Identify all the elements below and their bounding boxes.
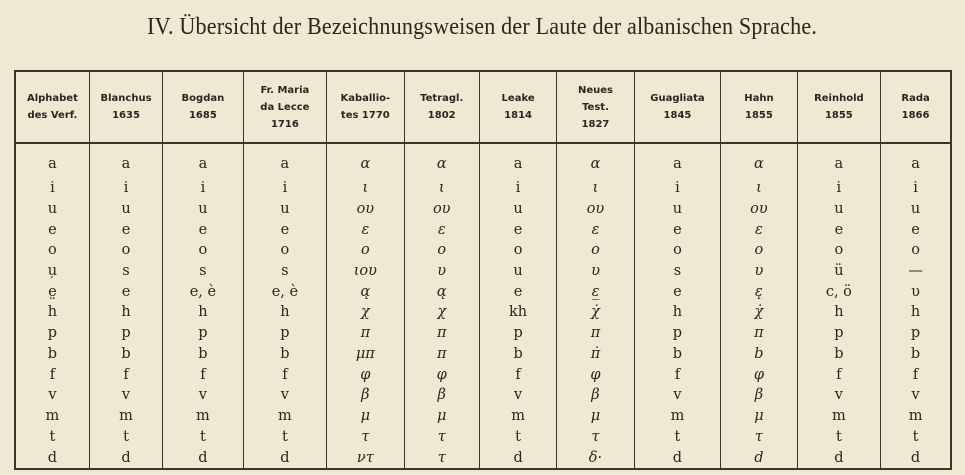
table-cell: α̨	[404, 281, 479, 302]
column-header-line: Guagliata	[650, 93, 705, 104]
table-cell: i	[243, 178, 327, 199]
table-cell: α	[404, 143, 479, 178]
table-cell: e	[15, 219, 89, 240]
column-header	[721, 71, 797, 143]
table-cell: p	[634, 323, 721, 344]
table-cell: π	[404, 343, 479, 364]
table-cell: ντ	[327, 447, 404, 469]
table-cell: f	[881, 364, 951, 385]
table-row	[15, 343, 951, 364]
column-header	[163, 71, 243, 143]
table-cell: φ	[327, 364, 404, 385]
table-cell: t	[243, 426, 327, 447]
table-cell: α	[327, 143, 404, 178]
table-cell: m	[15, 406, 89, 427]
table-cell: t	[881, 426, 951, 447]
table-cell: s	[163, 261, 243, 282]
table-cell: o	[89, 240, 162, 261]
table-cell: d	[15, 447, 89, 469]
table-cell: ü	[797, 261, 881, 282]
table-cell: v	[797, 385, 881, 406]
table-cell: f	[163, 364, 243, 385]
table-cell: i	[634, 178, 721, 199]
table-cell: ου	[557, 198, 634, 219]
table-row	[15, 240, 951, 261]
column-header-line: 1866	[901, 110, 930, 121]
table-cell: b	[89, 343, 162, 364]
column-header	[881, 71, 951, 143]
column-header	[479, 71, 556, 143]
table-cell: ε	[557, 219, 634, 240]
table-cell: χ	[404, 302, 479, 323]
table-cell: χ̇	[557, 302, 634, 323]
table-cell: t	[89, 426, 162, 447]
table-cell: ε	[404, 219, 479, 240]
table-cell: u	[634, 198, 721, 219]
column-header	[634, 71, 721, 143]
table-row	[15, 364, 951, 385]
table-cell: π	[327, 323, 404, 344]
table-cell: o	[15, 240, 89, 261]
column-header-line: 1855	[745, 110, 773, 121]
table-cell: f	[797, 364, 881, 385]
table-cell: ε	[327, 219, 404, 240]
column-header-line: 1635	[112, 110, 140, 121]
column-header	[15, 71, 89, 143]
table-cell: ι	[721, 178, 797, 199]
table-cell: e̤	[15, 281, 89, 302]
table-row	[15, 302, 951, 323]
table-cell: e	[243, 219, 327, 240]
table-cell: d	[479, 447, 556, 469]
table-cell: m	[163, 406, 243, 427]
table-cell: h	[634, 302, 721, 323]
column-header-line: Bogdan	[181, 93, 225, 104]
table-cell: b	[797, 343, 881, 364]
table-cell: h	[243, 302, 327, 323]
table-cell: h	[15, 302, 89, 323]
table-row	[15, 178, 951, 199]
table-cell: ου	[327, 198, 404, 219]
table-cell: b	[721, 343, 797, 364]
table-cell: p	[89, 323, 162, 344]
column-header	[327, 71, 404, 143]
table-cell: f	[479, 364, 556, 385]
table-cell: τ	[404, 447, 479, 469]
table-cell: p	[243, 323, 327, 344]
table-cell: u	[89, 198, 162, 219]
table-cell: p	[797, 323, 881, 344]
table-cell: —	[881, 261, 951, 282]
table-cell: π	[404, 323, 479, 344]
table-cell: i	[797, 178, 881, 199]
column-header-line: Leake	[501, 93, 535, 104]
table-cell: β	[404, 385, 479, 406]
table-cell: o	[479, 240, 556, 261]
column-header-line: Rada	[901, 93, 930, 104]
table-cell: μ	[327, 406, 404, 427]
table-cell: p	[15, 323, 89, 344]
table-cell: a	[163, 143, 243, 178]
table-cell: o	[634, 240, 721, 261]
table-cell: m	[881, 406, 951, 427]
table-cell: χ̇	[721, 302, 797, 323]
table-cell: v	[15, 385, 89, 406]
table-title: IV. Übersicht der Bezeichnungsweisen der Laute der albanischen Sprache.	[147, 14, 818, 40]
column-header-line: 1827	[581, 118, 610, 130]
table-cell: d	[797, 447, 881, 469]
column-header-line: Neues	[577, 84, 613, 96]
table-cell: χ	[327, 302, 404, 323]
table-cell: e, è	[163, 281, 243, 302]
table-cell: u	[243, 198, 327, 219]
table-cell: ε̨	[721, 281, 797, 302]
column-header	[797, 71, 881, 143]
table-cell: e	[479, 219, 556, 240]
column-header-line: des Verf.	[27, 110, 78, 121]
table-cell: τ	[721, 426, 797, 447]
table-cell: i	[15, 178, 89, 199]
column-header-line: 1802	[427, 110, 456, 121]
table-row	[15, 406, 951, 427]
table-cell: e	[634, 281, 721, 302]
table-cell: h	[881, 302, 951, 323]
table-cell: ιου	[327, 261, 404, 282]
table-cell: d	[634, 447, 721, 469]
table-cell: kh	[479, 302, 556, 323]
table-cell: φ	[404, 364, 479, 385]
column-header-line: 1716	[270, 118, 299, 130]
column-header-line: tes 1770	[340, 110, 390, 121]
table-cell: μ	[557, 406, 634, 427]
table-cell: h	[163, 302, 243, 323]
column-header	[89, 71, 162, 143]
table-cell: a	[797, 143, 881, 178]
table-cell: υ	[557, 261, 634, 282]
table-cell: a	[243, 143, 327, 178]
table-cell: e	[797, 219, 881, 240]
table-cell: m	[89, 406, 162, 427]
table-cell: β	[327, 385, 404, 406]
table-cell: β	[721, 385, 797, 406]
table-cell: v	[89, 385, 162, 406]
table-cell: τ	[327, 426, 404, 447]
table-cell: υ	[881, 281, 951, 302]
table-cell: e	[479, 281, 556, 302]
column-header-line: da Lecce	[260, 101, 310, 113]
table-cell: s	[634, 261, 721, 282]
table-cell: υ	[404, 261, 479, 282]
transliteration-table	[14, 70, 952, 470]
table-cell: μ	[404, 406, 479, 427]
column-header-line: 1685	[188, 110, 217, 121]
table-cell: f	[89, 364, 162, 385]
table-cell: b	[15, 343, 89, 364]
table-cell: v	[243, 385, 327, 406]
table-cell: μπ	[327, 343, 404, 364]
table-cell: o	[797, 240, 881, 261]
table-cell: φ	[721, 364, 797, 385]
table-cell: d	[243, 447, 327, 469]
column-header-line: Hahn	[744, 93, 774, 104]
table-cell: f	[15, 364, 89, 385]
table-cell: ε̲	[557, 281, 634, 302]
table-cell: b	[163, 343, 243, 364]
table-cell: e	[634, 219, 721, 240]
table-row	[15, 281, 951, 302]
table-cell: τ	[404, 426, 479, 447]
table-cell: α	[721, 143, 797, 178]
column-header-line: Reinhold	[814, 93, 864, 104]
table-cell: α̨	[327, 281, 404, 302]
header-row	[15, 71, 951, 143]
table-cell: d	[163, 447, 243, 469]
table-cell: π	[721, 323, 797, 344]
table-cell: α	[557, 143, 634, 178]
table-cell: π	[557, 323, 634, 344]
table-cell: h	[89, 302, 162, 323]
column-header-line: 1845	[663, 110, 692, 121]
table-cell: c, ö	[797, 281, 881, 302]
column-header-line: Fr. Maria	[260, 84, 310, 96]
table-cell: v	[479, 385, 556, 406]
table-cell: t	[634, 426, 721, 447]
table-cell: s	[243, 261, 327, 282]
column-header-line: 1814	[504, 110, 532, 121]
table-cell: p	[881, 323, 951, 344]
table-cell: a	[89, 143, 162, 178]
table-cell: d	[721, 447, 797, 469]
table-cell: b	[479, 343, 556, 364]
table-cell: f	[634, 364, 721, 385]
table-cell: o	[881, 240, 951, 261]
column-header-line: Test.	[582, 101, 609, 113]
table-cell: m	[634, 406, 721, 427]
table-cell: d	[881, 447, 951, 469]
table-cell: a	[15, 143, 89, 178]
table-cell: ε	[721, 219, 797, 240]
table-cell: a	[881, 143, 951, 178]
table-cell: v	[881, 385, 951, 406]
table-cell: μ	[721, 406, 797, 427]
table-cell: e	[89, 281, 162, 302]
table-cell: m	[797, 406, 881, 427]
table-cell: t	[479, 426, 556, 447]
table-cell: ι	[404, 178, 479, 199]
table-cell: t	[163, 426, 243, 447]
table-cell: o	[163, 240, 243, 261]
table-cell: i	[479, 178, 556, 199]
table-cell: m	[243, 406, 327, 427]
table-cell: i	[89, 178, 162, 199]
table-cell: ο	[721, 240, 797, 261]
column-header	[404, 71, 479, 143]
table-cell: a	[479, 143, 556, 178]
table-cell: a	[634, 143, 721, 178]
table-cell: o	[243, 240, 327, 261]
table-cell: b	[881, 343, 951, 364]
table-row	[15, 261, 951, 282]
table-cell: ι	[327, 178, 404, 199]
table-cell: b	[634, 343, 721, 364]
table-cell: e	[163, 219, 243, 240]
table-cell: m	[479, 406, 556, 427]
column-header	[557, 71, 634, 143]
column-header-line: Kaballio-	[340, 93, 391, 104]
table-cell: p	[479, 323, 556, 344]
table-cell: ου	[404, 198, 479, 219]
table-cell: i	[881, 178, 951, 199]
table-cell: φ	[557, 364, 634, 385]
column-header-line: 1855	[824, 110, 853, 121]
table-cell: u̦	[15, 261, 89, 282]
column-header	[243, 71, 327, 143]
table-cell: u	[15, 198, 89, 219]
table-row	[15, 198, 951, 219]
table-cell: t	[797, 426, 881, 447]
table-cell: s	[89, 261, 162, 282]
table-cell: e	[881, 219, 951, 240]
table-cell: ο	[557, 240, 634, 261]
column-header-line: Tetragl.	[420, 93, 464, 104]
table-cell: e, è	[243, 281, 327, 302]
table-cell: ι	[557, 178, 634, 199]
table-cell: ο	[404, 240, 479, 261]
table-row	[15, 323, 951, 344]
table-cell: i	[163, 178, 243, 199]
table-cell: p	[163, 323, 243, 344]
table-row	[15, 426, 951, 447]
table-cell: u	[479, 261, 556, 282]
table-cell: v	[163, 385, 243, 406]
table-row	[15, 143, 951, 178]
table-cell: u	[479, 198, 556, 219]
table-cell: v	[634, 385, 721, 406]
column-header-line: Blanchus	[100, 93, 152, 104]
table-cell: τ	[557, 426, 634, 447]
table-cell: f	[243, 364, 327, 385]
table-cell: u	[881, 198, 951, 219]
table-cell: u	[163, 198, 243, 219]
table-cell: h	[797, 302, 881, 323]
table-cell: e	[89, 219, 162, 240]
table-cell: ου	[721, 198, 797, 219]
table-cell: t	[15, 426, 89, 447]
table-cell: π̇	[557, 343, 634, 364]
table-cell: υ	[721, 261, 797, 282]
table-row	[15, 385, 951, 406]
table-cell: b	[243, 343, 327, 364]
table-cell: δ·	[557, 447, 634, 469]
table-cell: d	[89, 447, 162, 469]
table-cell: β	[557, 385, 634, 406]
table-row	[15, 219, 951, 240]
table-cell: u	[797, 198, 881, 219]
table-cell: ο	[327, 240, 404, 261]
column-header-line: Alphabet	[26, 93, 78, 104]
table-row	[15, 447, 951, 469]
